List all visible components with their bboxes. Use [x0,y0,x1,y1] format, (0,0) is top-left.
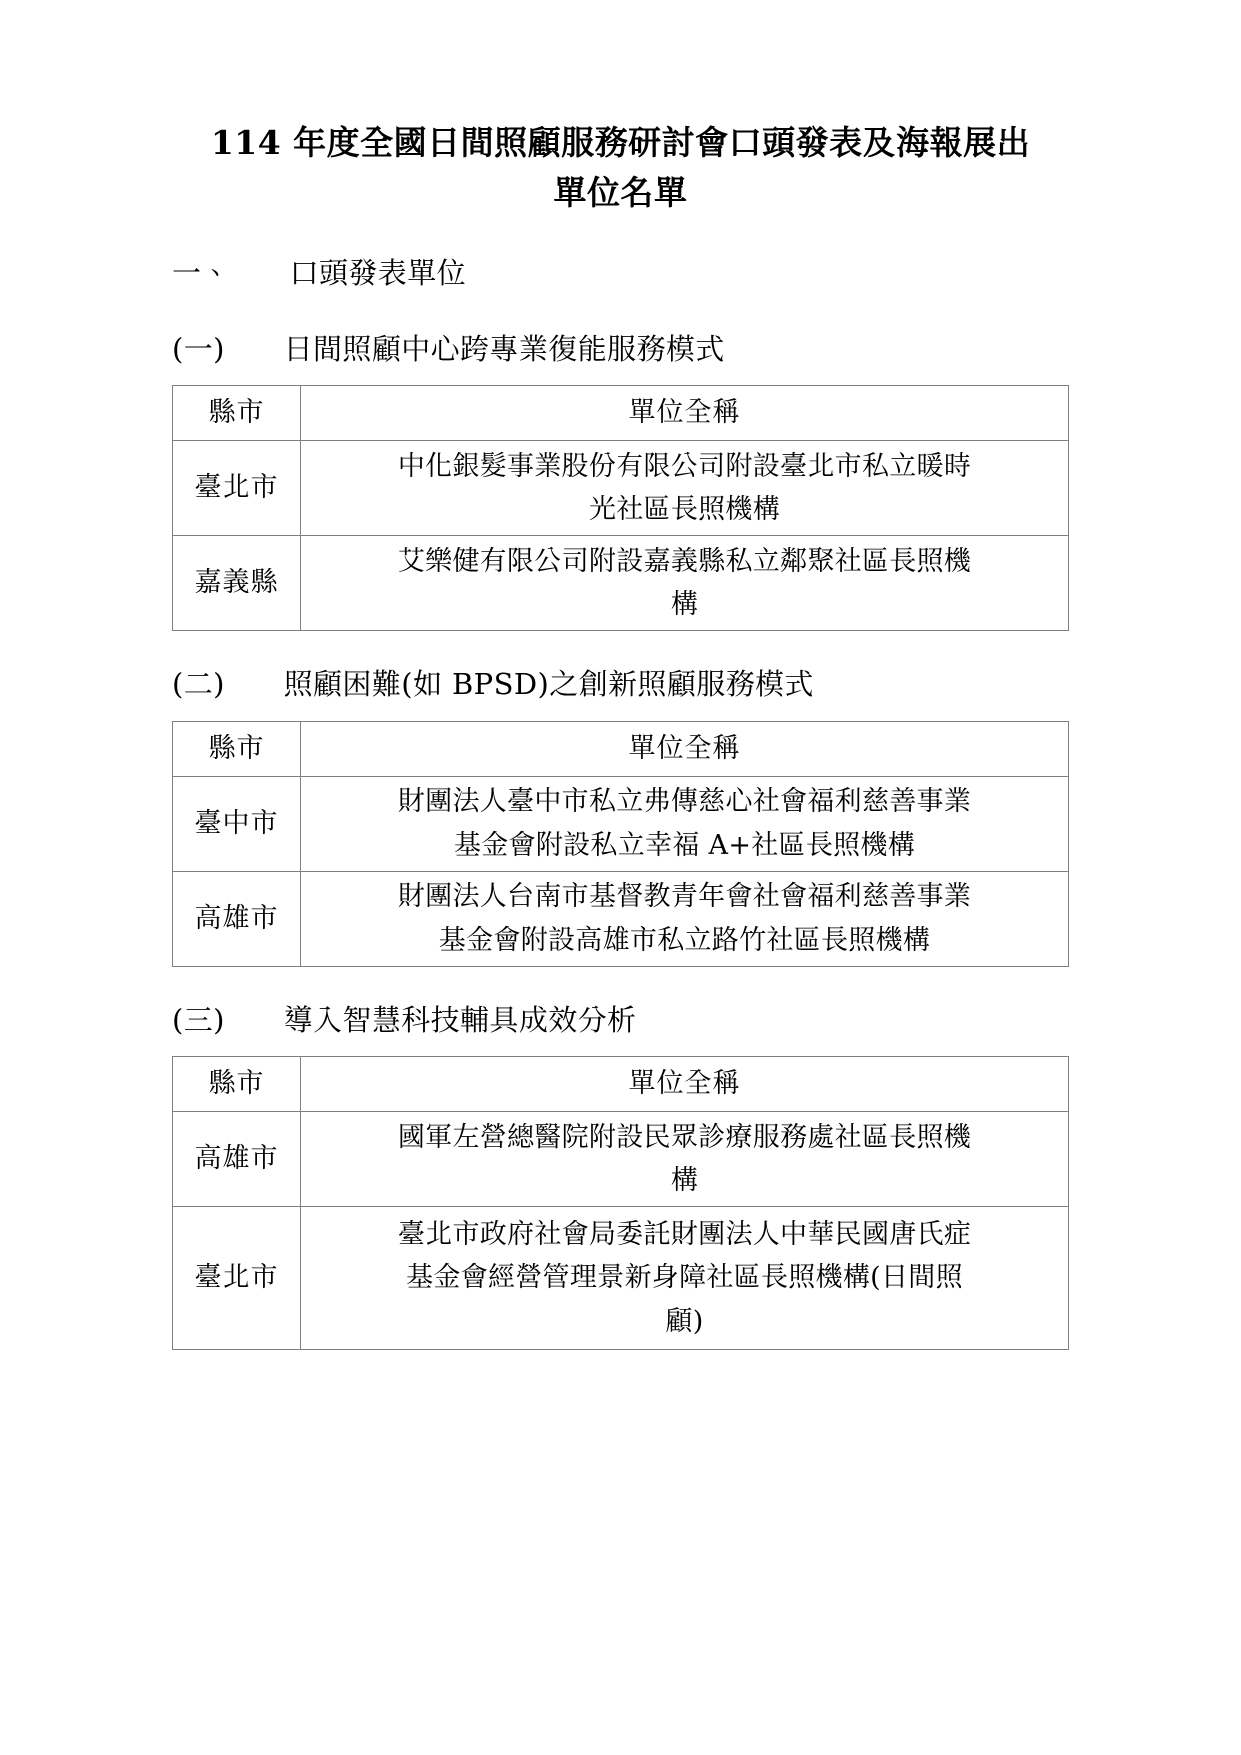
cell-unit-name-line: 光社區長照機構 [588,494,781,526]
table-row [173,1112,1069,1207]
cell-unit-name [301,1207,1069,1350]
column-header-city: 縣市 [173,386,301,441]
cell-city: 高雄市 [173,871,301,966]
table-header-row [173,1057,1069,1112]
cell-unit-name [301,1112,1069,1207]
cell-unit-name-line: 財團法人台南市基督教青年會社會福利慈善事業 [397,881,972,913]
table-header-row [173,721,1069,776]
cell-unit-name-line: 顧) [665,1306,704,1338]
page-title-line-2: 單位名單 [553,173,688,213]
subsection-heading-3: (三) 導入智慧科技輔具成效分析 [172,1002,637,1037]
cell-unit-name [301,536,1069,631]
cell-unit-name-line: 基金會經營管理景新身障社區長照機構(日間照 [406,1262,963,1294]
column-header-unit-name: 單位全稱 [301,721,1069,776]
cell-city: 嘉義縣 [173,536,301,631]
column-header-city: 縣市 [173,721,301,776]
section-heading-1: 一、 口頭發表單位 [172,256,467,291]
cell-unit-name-line: 基金會附設高雄市私立路竹社區長照機構 [438,924,931,956]
cell-unit-name-line: 國軍左營總醫院附設民眾診療服務處社區長照機 [397,1121,972,1153]
page-title-line-1: 114 年度全國日間照顧服務研討會口頭發表及海報展出 [210,123,1031,162]
column-header-unit-name: 單位全稱 [301,1057,1069,1112]
cell-unit-name-line: 構 [670,1165,699,1197]
cell-unit-name-line: 臺北市政府社會局委託財團法人中華民國唐氏症 [397,1218,972,1250]
subsection-heading-2: (二) 照顧困難(如 BPSD)之創新照顧服務模式 [172,667,814,702]
cell-unit-name-line: 構 [670,589,699,621]
cell-unit-name-line: 基金會附設私立幸福 A+社區長照機構 [453,829,916,861]
column-header-city: 縣市 [173,1057,301,1112]
page-title [172,118,1069,218]
table-row [173,441,1069,536]
cell-unit-name [301,776,1069,871]
cell-city: 臺北市 [173,1207,301,1350]
subsection-heading-1: (一) 日間照顧中心跨專業復能服務模式 [172,331,725,366]
cell-city: 臺中市 [173,776,301,871]
table-header-row [173,386,1069,441]
cell-city: 臺北市 [173,441,301,536]
cell-unit-name [301,441,1069,536]
table-row [173,1207,1069,1350]
table-row [173,536,1069,631]
unit-table-3 [172,1056,1069,1350]
table-row [173,871,1069,966]
column-header-unit-name: 單位全稱 [301,386,1069,441]
table-row [173,776,1069,871]
cell-unit-name-line: 艾樂健有限公司附設嘉義縣私立鄰聚社區長照機 [397,545,972,577]
unit-table-2 [172,721,1069,967]
unit-table-1 [172,385,1069,631]
cell-unit-name [301,871,1069,966]
cell-city: 高雄市 [173,1112,301,1207]
cell-unit-name-line: 財團法人臺中市私立弗傳慈心社會福利慈善事業 [397,786,972,818]
cell-unit-name-line: 中化銀髮事業股份有限公司附設臺北市私立暖時 [397,450,972,482]
